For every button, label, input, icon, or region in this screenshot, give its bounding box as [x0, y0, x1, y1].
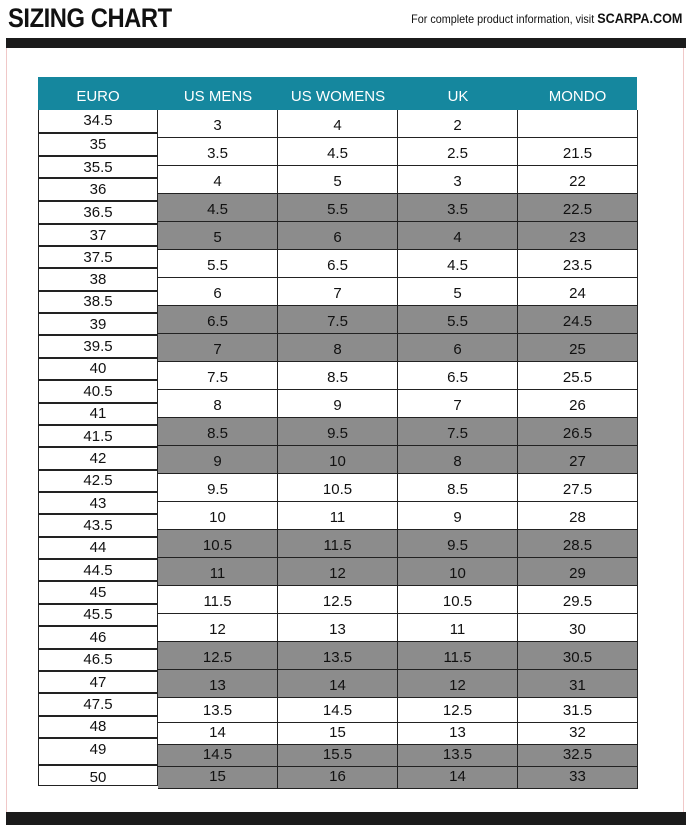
- euro-size-cell: 38.5: [83, 293, 113, 310]
- us-mens-value: 5: [213, 229, 222, 246]
- us-womens-value: 9.5: [327, 425, 348, 442]
- mondo-value: 30: [569, 621, 586, 638]
- uk-cell: [398, 138, 518, 166]
- table-row: [158, 614, 637, 642]
- euro-size-cell: 43.5: [83, 517, 113, 534]
- mondo-cell: [518, 362, 638, 390]
- us-womens-cell: [278, 362, 398, 390]
- us-womens-value: 12.5: [322, 593, 353, 610]
- euro-size-cell: 47.5: [83, 696, 113, 713]
- us-mens-value: 11.5: [203, 593, 232, 610]
- us-womens-cell: [278, 250, 398, 278]
- uk-cell: [398, 530, 518, 558]
- us-womens-cell: [278, 390, 398, 418]
- mondo-cell: [518, 530, 638, 558]
- euro-row-divider: [39, 648, 157, 650]
- euro-size-cell: 44.5: [83, 562, 113, 579]
- us-womens-cell: [278, 745, 398, 767]
- us-womens-cell: [278, 306, 398, 334]
- mondo-value: 32: [569, 724, 586, 741]
- uk-cell: [398, 586, 518, 614]
- euro-row-divider: [39, 177, 157, 179]
- us-mens-cell: [158, 166, 278, 194]
- uk-value: 6.5: [447, 369, 468, 386]
- euro-size-cell: 36.5: [83, 204, 113, 221]
- euro-size-cell: 37.5: [83, 249, 113, 266]
- euro-size-cell: 37: [89, 227, 107, 244]
- mondo-value: 24.5: [562, 313, 593, 330]
- mondo-value: 21.5: [562, 145, 593, 162]
- us-womens-value: 13: [329, 621, 346, 638]
- us-mens-cell: [158, 642, 278, 670]
- uk-value: 8: [453, 453, 462, 470]
- euro-row-divider: [39, 513, 157, 515]
- euro-size-cell: 36: [89, 181, 107, 198]
- us-womens-value: 6.5: [327, 257, 348, 274]
- uk-value: 13.5: [442, 746, 473, 763]
- table-row: [158, 222, 637, 250]
- us-mens-value: 3.5: [207, 145, 228, 162]
- table-row: [158, 390, 637, 418]
- uk-cell: [398, 502, 518, 530]
- mondo-value: 32.5: [562, 746, 593, 763]
- uk-cell: [398, 306, 518, 334]
- header-uk: UK: [447, 88, 469, 105]
- us-womens-cell: [278, 474, 398, 502]
- table-row: [158, 745, 637, 767]
- sizing-table: [38, 77, 637, 786]
- top-divider-bar: [6, 38, 686, 48]
- euro-row-divider: [39, 625, 157, 627]
- us-womens-value: 4.5: [327, 145, 348, 162]
- us-mens-value: 12: [209, 621, 226, 638]
- euro-size-cell: 45.5: [83, 606, 113, 623]
- us-womens-cell: [278, 586, 398, 614]
- us-womens-value: 8: [333, 341, 342, 358]
- table-row: [158, 334, 637, 362]
- mondo-value: 26: [569, 397, 586, 414]
- uk-cell: [398, 474, 518, 502]
- table-row: [158, 418, 637, 446]
- euro-row-divider: [39, 737, 157, 739]
- mondo-cell: [518, 614, 638, 642]
- mondo-cell: [518, 110, 638, 138]
- mondo-cell: [518, 698, 638, 723]
- conversion-grid: [158, 110, 637, 786]
- euro-size-cell: 41.5: [83, 428, 113, 445]
- us-womens-cell: [278, 558, 398, 586]
- us-mens-cell: [158, 250, 278, 278]
- us-mens-value: 7.5: [207, 369, 228, 386]
- us-womens-value: 15: [329, 724, 346, 741]
- mondo-value: 28: [569, 509, 586, 526]
- uk-value: 9.5: [447, 537, 468, 554]
- us-womens-value: 10.5: [322, 481, 353, 498]
- us-mens-cell: [158, 306, 278, 334]
- mondo-value: 31: [569, 677, 586, 694]
- us-mens-cell: [158, 767, 278, 789]
- us-mens-cell: [158, 474, 278, 502]
- us-womens-value: 9: [333, 397, 342, 414]
- table-row: [158, 530, 637, 558]
- table-row: [158, 138, 637, 166]
- us-mens-cell: [158, 138, 278, 166]
- mondo-cell: [518, 642, 638, 670]
- table-row: [158, 166, 637, 194]
- euro-size-cell: 49: [89, 741, 107, 758]
- euro-row-divider: [39, 132, 157, 134]
- scarpa-link[interactable]: SCARPA.COM: [596, 10, 682, 26]
- euro-size-cell: 40.5: [83, 383, 113, 400]
- euro-row-divider: [39, 536, 157, 538]
- mondo-cell: [518, 502, 638, 530]
- us-womens-cell: [278, 767, 398, 789]
- table-row: [158, 362, 637, 390]
- mondo-value: 33: [569, 768, 586, 785]
- us-womens-value: 14.5: [322, 702, 353, 719]
- us-mens-cell: [158, 502, 278, 530]
- mondo-value: 25.5: [562, 369, 593, 386]
- euro-size-cell: 46.5: [83, 651, 113, 668]
- uk-cell: [398, 194, 518, 222]
- us-mens-cell: [158, 418, 278, 446]
- mondo-cell: [518, 723, 638, 745]
- table-row: [158, 474, 637, 502]
- us-womens-value: 7: [333, 285, 342, 302]
- us-mens-value: 8.5: [207, 425, 228, 442]
- mondo-value: 27: [569, 453, 586, 470]
- us-mens-cell: [158, 670, 278, 698]
- euro-size-cell: 45: [89, 584, 107, 601]
- us-womens-cell: [278, 723, 398, 745]
- table-row: [158, 446, 637, 474]
- euro-size-cell: 42: [89, 450, 107, 467]
- us-womens-cell: [278, 670, 398, 698]
- mondo-value: 31.5: [562, 702, 593, 719]
- mondo-cell: [518, 558, 638, 586]
- euro-row-divider: [39, 491, 157, 493]
- mondo-value: 22.5: [562, 201, 593, 218]
- mondo-cell: [518, 222, 638, 250]
- euro-size-cell: 43: [89, 495, 107, 512]
- mondo-cell: [518, 390, 638, 418]
- us-mens-cell: [158, 558, 278, 586]
- uk-value: 6: [453, 341, 462, 358]
- table-row: [158, 558, 637, 586]
- uk-cell: [398, 745, 518, 767]
- mondo-cell: [518, 446, 638, 474]
- uk-value: 12.5: [442, 702, 473, 719]
- uk-cell: [398, 723, 518, 745]
- us-mens-cell: [158, 530, 278, 558]
- euro-row-divider: [39, 267, 157, 269]
- table-row: [158, 670, 637, 698]
- table-row: [158, 306, 637, 334]
- mondo-cell: [518, 670, 638, 698]
- uk-cell: [398, 642, 518, 670]
- mondo-cell: [518, 334, 638, 362]
- uk-value: 11.5: [443, 649, 472, 666]
- uk-value: 7.5: [447, 425, 468, 442]
- mondo-cell: [518, 250, 638, 278]
- table-row: [158, 502, 637, 530]
- mondo-cell: [518, 166, 638, 194]
- us-womens-cell: [278, 502, 398, 530]
- us-womens-cell: [278, 614, 398, 642]
- product-info-text: For complete product information, visit: [410, 12, 597, 26]
- us-mens-value: 10.5: [202, 537, 233, 554]
- us-womens-cell: [278, 334, 398, 362]
- euro-size-cell: 48: [89, 718, 107, 735]
- us-mens-value: 4.5: [207, 201, 228, 218]
- header-us-womens: US WOMENS: [290, 88, 386, 105]
- us-womens-value: 6: [333, 229, 342, 246]
- us-womens-value: 10: [329, 453, 346, 470]
- euro-size-cell: 44: [89, 539, 107, 556]
- euro-size-cell: 41: [89, 405, 107, 422]
- header-mondo: MONDO: [548, 88, 607, 105]
- table-row: [158, 278, 637, 306]
- us-womens-value: 15.5: [322, 746, 353, 763]
- us-womens-cell: [278, 138, 398, 166]
- us-mens-value: 4: [213, 173, 222, 190]
- euro-row-divider: [39, 200, 157, 202]
- us-mens-cell: [158, 723, 278, 745]
- us-womens-cell: [278, 446, 398, 474]
- us-mens-value: 15: [209, 768, 226, 785]
- uk-cell: [398, 110, 518, 138]
- us-womens-cell: [278, 418, 398, 446]
- us-mens-cell: [158, 110, 278, 138]
- mondo-value: 27.5: [562, 481, 593, 498]
- us-mens-value: 13.5: [202, 702, 233, 719]
- euro-row-divider: [39, 223, 157, 225]
- us-womens-value: 11.5: [323, 537, 352, 554]
- us-womens-value: 7.5: [327, 313, 348, 330]
- uk-value: 5.5: [447, 313, 468, 330]
- uk-cell: [398, 278, 518, 306]
- euro-size-cell: 39: [89, 316, 107, 333]
- euro-row-divider: [39, 402, 157, 404]
- us-womens-cell: [278, 110, 398, 138]
- table-row: [158, 723, 637, 745]
- us-mens-value: 6.5: [207, 313, 228, 330]
- uk-value: 3: [453, 173, 462, 190]
- us-mens-value: 7: [213, 341, 222, 358]
- uk-value: 8.5: [447, 481, 468, 498]
- euro-size-cell: 39.5: [83, 338, 113, 355]
- mondo-value: 25: [569, 341, 586, 358]
- us-mens-cell: [158, 334, 278, 362]
- us-womens-value: 16: [329, 768, 346, 785]
- us-womens-value: 4: [333, 117, 342, 134]
- us-mens-value: 11: [209, 565, 226, 582]
- us-mens-cell: [158, 614, 278, 642]
- us-womens-value: 12: [329, 565, 346, 582]
- uk-cell: [398, 698, 518, 723]
- uk-cell: [398, 767, 518, 789]
- euro-row-divider: [39, 558, 157, 560]
- uk-value: 4.5: [447, 257, 468, 274]
- us-mens-cell: [158, 278, 278, 306]
- euro-size-cell: 38: [89, 271, 107, 288]
- uk-value: 3.5: [447, 201, 468, 218]
- table-row: [158, 110, 637, 138]
- us-womens-cell: [278, 642, 398, 670]
- euro-row-divider: [39, 580, 157, 582]
- uk-value: 12: [449, 677, 466, 694]
- uk-value: 10.5: [442, 593, 473, 610]
- euro-size-cell: 40: [89, 360, 107, 377]
- uk-value: 13: [449, 724, 466, 741]
- mondo-value: 28.5: [562, 537, 593, 554]
- us-mens-value: 14.5: [202, 746, 233, 763]
- euro-size-cell: 34.5: [83, 112, 113, 129]
- euro-row-divider: [39, 764, 157, 766]
- mondo-value: 29.5: [562, 593, 593, 610]
- us-womens-cell: [278, 194, 398, 222]
- us-womens-cell: [278, 530, 398, 558]
- uk-value: 11: [449, 621, 466, 638]
- uk-cell: [398, 670, 518, 698]
- euro-size-cell: 42.5: [83, 472, 113, 489]
- euro-column: [38, 110, 158, 786]
- mondo-cell: [518, 138, 638, 166]
- mondo-cell: [518, 194, 638, 222]
- euro-size-cell: 46: [89, 629, 107, 646]
- euro-row-divider: [39, 290, 157, 292]
- uk-value: 9: [453, 509, 462, 526]
- uk-value: 7: [453, 397, 462, 414]
- us-mens-value: 10: [209, 509, 226, 526]
- product-info-note: [411, 10, 682, 26]
- mondo-value: 30.5: [562, 649, 593, 666]
- table-row: [158, 698, 637, 723]
- euro-row-divider: [39, 245, 157, 247]
- us-mens-value: 9: [213, 453, 222, 470]
- us-womens-cell: [278, 166, 398, 194]
- mondo-value: 26.5: [562, 425, 593, 442]
- mondo-cell: [518, 474, 638, 502]
- us-mens-value: 3: [213, 117, 222, 134]
- us-mens-value: 9.5: [207, 481, 228, 498]
- euro-row-divider: [39, 446, 157, 448]
- uk-value: 14: [449, 768, 466, 785]
- us-womens-value: 5: [333, 173, 342, 190]
- mondo-value: 23: [569, 229, 586, 246]
- us-womens-value: 8.5: [327, 369, 348, 386]
- us-mens-cell: [158, 390, 278, 418]
- uk-cell: [398, 446, 518, 474]
- us-mens-value: 5.5: [207, 257, 228, 274]
- uk-cell: [398, 334, 518, 362]
- euro-size-cell: 47: [89, 674, 107, 691]
- uk-cell: [398, 558, 518, 586]
- table-header: [38, 77, 637, 110]
- page-title: SIZING CHART: [8, 3, 172, 33]
- us-mens-cell: [158, 446, 278, 474]
- us-mens-value: 6: [213, 285, 222, 302]
- uk-value: 2: [453, 117, 462, 134]
- us-mens-cell: [158, 586, 278, 614]
- us-mens-value: 8: [213, 397, 222, 414]
- uk-cell: [398, 362, 518, 390]
- us-mens-value: 12.5: [202, 649, 233, 666]
- mondo-cell: [518, 278, 638, 306]
- us-mens-cell: [158, 222, 278, 250]
- table-row: [158, 194, 637, 222]
- us-womens-value: 13.5: [322, 649, 353, 666]
- euro-size-cell: 35: [89, 136, 107, 153]
- uk-value: 4: [453, 229, 462, 246]
- us-mens-cell: [158, 698, 278, 723]
- euro-row-divider: [39, 155, 157, 157]
- us-womens-cell: [278, 278, 398, 306]
- mondo-cell: [518, 586, 638, 614]
- mondo-cell: [518, 767, 638, 789]
- bottom-divider-bar: [6, 812, 686, 825]
- mondo-value: 23.5: [562, 257, 593, 274]
- uk-cell: [398, 222, 518, 250]
- us-mens-cell: [158, 745, 278, 767]
- mondo-cell: [518, 418, 638, 446]
- us-mens-value: 13: [209, 677, 226, 694]
- uk-cell: [398, 418, 518, 446]
- header-euro: EURO: [76, 88, 120, 105]
- table-row: [158, 642, 637, 670]
- uk-cell: [398, 166, 518, 194]
- euro-row-divider: [39, 312, 157, 314]
- euro-row-divider: [39, 670, 157, 672]
- mondo-cell: [518, 745, 638, 767]
- table-row: [158, 586, 637, 614]
- uk-cell: [398, 250, 518, 278]
- euro-row-divider: [39, 469, 157, 471]
- euro-size-cell: 35.5: [83, 159, 113, 176]
- euro-row-divider: [39, 692, 157, 694]
- euro-row-divider: [39, 715, 157, 717]
- euro-row-divider: [39, 603, 157, 605]
- mondo-value: 29: [569, 565, 586, 582]
- mondo-cell: [518, 306, 638, 334]
- us-womens-value: 14: [329, 677, 346, 694]
- us-mens-cell: [158, 362, 278, 390]
- uk-value: 5: [453, 285, 462, 302]
- uk-value: 2.5: [447, 145, 468, 162]
- header-us-mens: US MENS: [183, 88, 253, 105]
- uk-cell: [398, 614, 518, 642]
- euro-row-divider: [39, 424, 157, 426]
- table-row: [158, 767, 637, 789]
- us-womens-cell: [278, 698, 398, 723]
- us-mens-cell: [158, 194, 278, 222]
- uk-cell: [398, 390, 518, 418]
- euro-row-divider: [39, 357, 157, 359]
- table-row: [158, 250, 637, 278]
- uk-value: 10: [449, 565, 466, 582]
- euro-row-divider: [39, 334, 157, 336]
- us-womens-value: 11: [329, 509, 346, 526]
- euro-row-divider: [39, 379, 157, 381]
- mondo-value: 22: [569, 173, 586, 190]
- euro-size-cell: 50: [89, 769, 107, 786]
- us-mens-value: 14: [209, 724, 226, 741]
- us-womens-cell: [278, 222, 398, 250]
- mondo-value: 24: [569, 285, 586, 302]
- us-womens-value: 5.5: [327, 201, 348, 218]
